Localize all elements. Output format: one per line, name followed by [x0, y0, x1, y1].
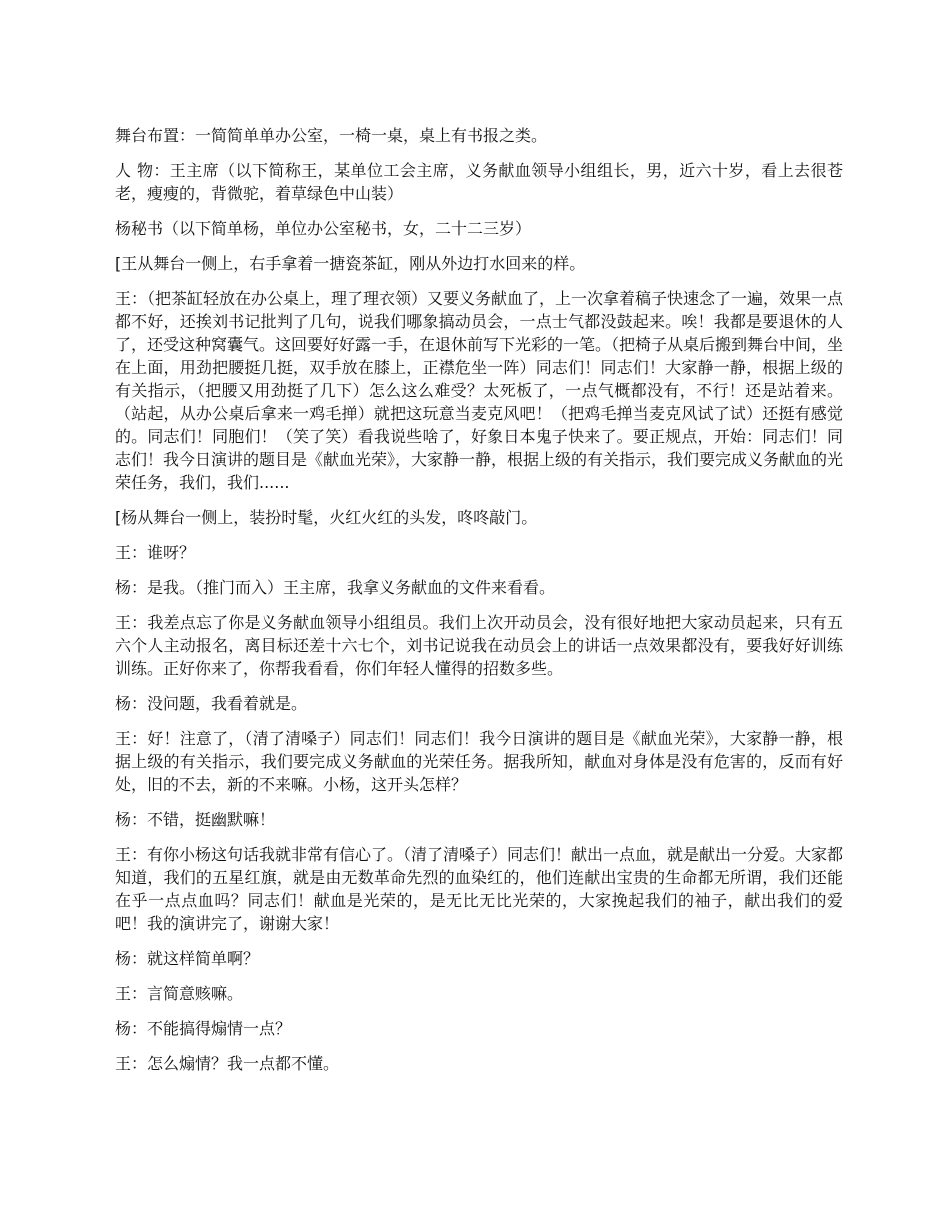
paragraph-dialogue: 王：（把茶缸轻放在办公桌上，理了理衣领）又要义务献血了，上一次拿着稿子快速念了一遍，效果一点都不好，还挨刘书记批判了几句，说我们哪象搞动员会，一点士气都没鼓起来。唉！我都是要退休的人了，还受这种窝囊气。这回要好好露一手，在退休前写下光彩的一笔。（把椅子从桌后搬到舞台中间，坐在上面，用劲把腰挺几挺，双手放在膝上，正襟危坐一阵）同志们！同志们！大家静一静，根据上级的有关指示，（把腰又用劲挺了几下）怎么这么难受？太死板了，一点气概都没有，不行！还是站着来。（站起，从办公桌后拿来一鸡毛掸）就把这玩意当麦克风吧！（把鸡毛掸当麦克风试了试）还挺有感觉的。同志们！同胞们！（笑了笑）看我说些啥了，好象日本鬼子快来了。要正规点，开始：同志们！同志们！我今日演讲的题目是《献血光荣》，大家静一静，根据上级的有关指示，我们要完成义务献血的光荣任务，我们，我们...... — [115, 289, 844, 492]
paragraph-characters: 人 物：王主席（以下简称王，某单位工会主席，义务献血领导小组组长，男，近六十岁，看上去很苍老，瘦瘦的，背微驼，着草绿色中山装） — [115, 161, 843, 203]
paragraph-stage-direction: [王从舞台一侧上，右手拿着一搪瓷茶缸，刚从外边打水回来的样。 — [115, 254, 586, 273]
paragraph-dialogue: 杨：不错，挺幽默嘛！ — [115, 810, 276, 829]
document-page — [115, 124, 843, 1087]
paragraph-dialogue: 杨：是我。（推门而入）王主席，我拿义务献血的文件来看看。 — [115, 578, 556, 597]
paragraph-dialogue: 杨：没问题，我看着就是。 — [115, 694, 308, 713]
paragraph-dialogue: 王：有你小杨这句话我就非常有信心了。（清了清嗓子）同志们！献出一点血，就是献出一分爱。大家都知道，我们的五星红旗，就是由无数革命先烈的血染红的，他们连献出宝贵的生命都无所谓，我们还能在乎一点点血吗？同志们！献血是光荣的，是无比无比光荣的，大家挽起我们的袖子，献出我们的爱吧！我的演讲完了，谢谢大家！ — [115, 845, 844, 933]
paragraph-dialogue: 王：言简意赅嘛。 — [115, 984, 244, 1003]
paragraph-dialogue: 杨：不能搞得煽情一点？ — [115, 1019, 292, 1038]
paragraph-stage-direction: [杨从舞台一侧上，装扮时髦，火红火红的头发，咚咚敲门。 — [115, 508, 538, 527]
paragraph-dialogue: 杨：就这样简单啊？ — [115, 949, 260, 968]
paragraph-character-yang: 杨秘书（以下简单杨，单位办公室秘书，女，二十二三岁） — [115, 219, 532, 238]
paragraph-dialogue: 王：谁呀？ — [115, 543, 196, 562]
paragraph-dialogue: 王：怎么煽情？我一点都不懂。 — [115, 1054, 340, 1073]
paragraph-dialogue: 王：好！注意了，（清了清嗓子）同志们！同志们！我今日演讲的题目是《献血光荣》，大家静一静，根据上级的有关指示，我们要完成义务献血的光荣任务。据我所知，献血对身体是没有危害的，反而有好处，旧的不去，新的不来嘛。小杨，这开头怎样？ — [115, 729, 843, 794]
paragraph-dialogue: 王：我差点忘了你是义务献血领导小组组员。我们上次开动员会，没有很好地把大家动员起来，只有五六个人主动报名，离目标还差十六七个，刘书记说我在动员会上的讲话一点效果都没有，要我好好训练训练。正好你来了，你帮我看看，你们年轻人懂得的招数多些。 — [115, 613, 843, 678]
paragraph-stage-setting: 舞台布置：一简简单单办公室，一椅一桌，桌上有书报之类。 — [115, 126, 548, 145]
